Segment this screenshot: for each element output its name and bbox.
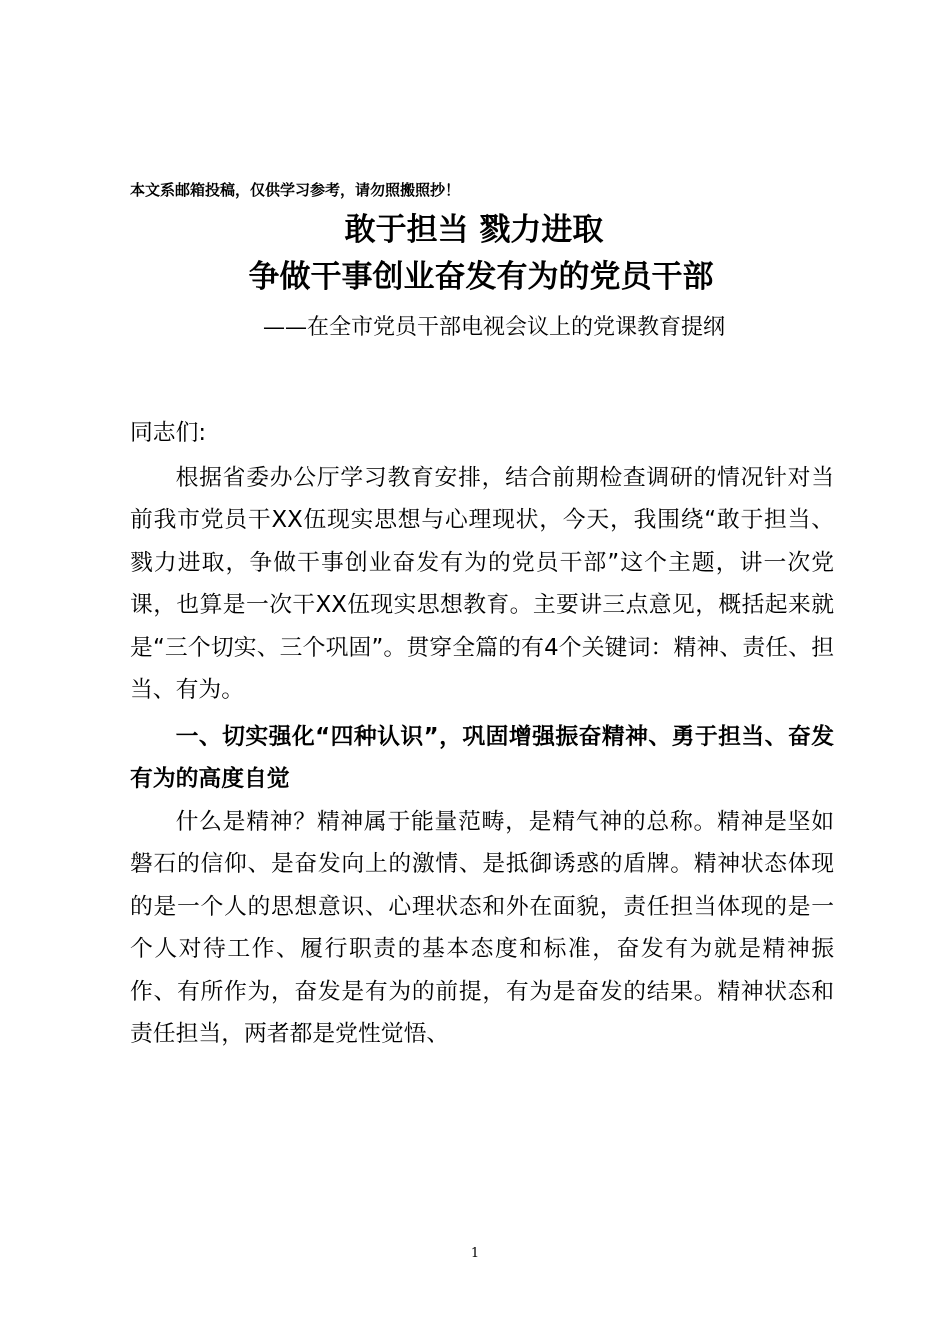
intro-paragraph: 根据省委办公厅学习教育安排，结合前期检查调研的情况针对当前我市党员干XX伍现实思想与心理现状，今天，我围绕“敢于担当、戮力进取，争做干事创业奋发有为的党员干部”这个主题，讲一次党课，也算是一次干XX伍现实思想教育。主要讲三点意见，概括起来就是“三个切实、三个巩固”。贯穿全篇的有4个关键词：精神、责任、担当、有为。 <box>130 464 834 703</box>
document-subtitle: ——在全市党员干部电视会议上的党课教育提纲 <box>262 315 725 340</box>
page-number: 1 <box>470 1246 480 1261</box>
document-title-line-1: 敢于担当 戮力进取 <box>344 212 604 248</box>
submission-notice: 本文系邮箱投稿，仅供学习参考，请勿照搬照抄！ <box>130 181 461 199</box>
greeting: 同志们: <box>130 420 207 446</box>
document-body <box>130 412 834 1056</box>
document-title-line-2: 争做干事创业奋发有为的党员干部 <box>248 259 714 295</box>
section-heading: 一、切实强化“四种认识”，巩固增强振奋精神、勇于担当、奋发有为的高度自觉 <box>130 723 834 792</box>
section-paragraph: 什么是精神？精神属于能量范畴，是精气神的总称。精神是坚如磐石的信仰、是奋发向上的激情、是抵御诱惑的盾牌。精神状态体现的是一个人的思想意识、心理状态和外在面貌，责任担当体现的是一个人对待工作、履行职责的基本态度和标准，奋发有为就是精神振作、有所作为，奋发是有为的前提，有为是奋发的结果。精神状态和责任担当，两者都是党性觉悟、 <box>130 808 834 1047</box>
